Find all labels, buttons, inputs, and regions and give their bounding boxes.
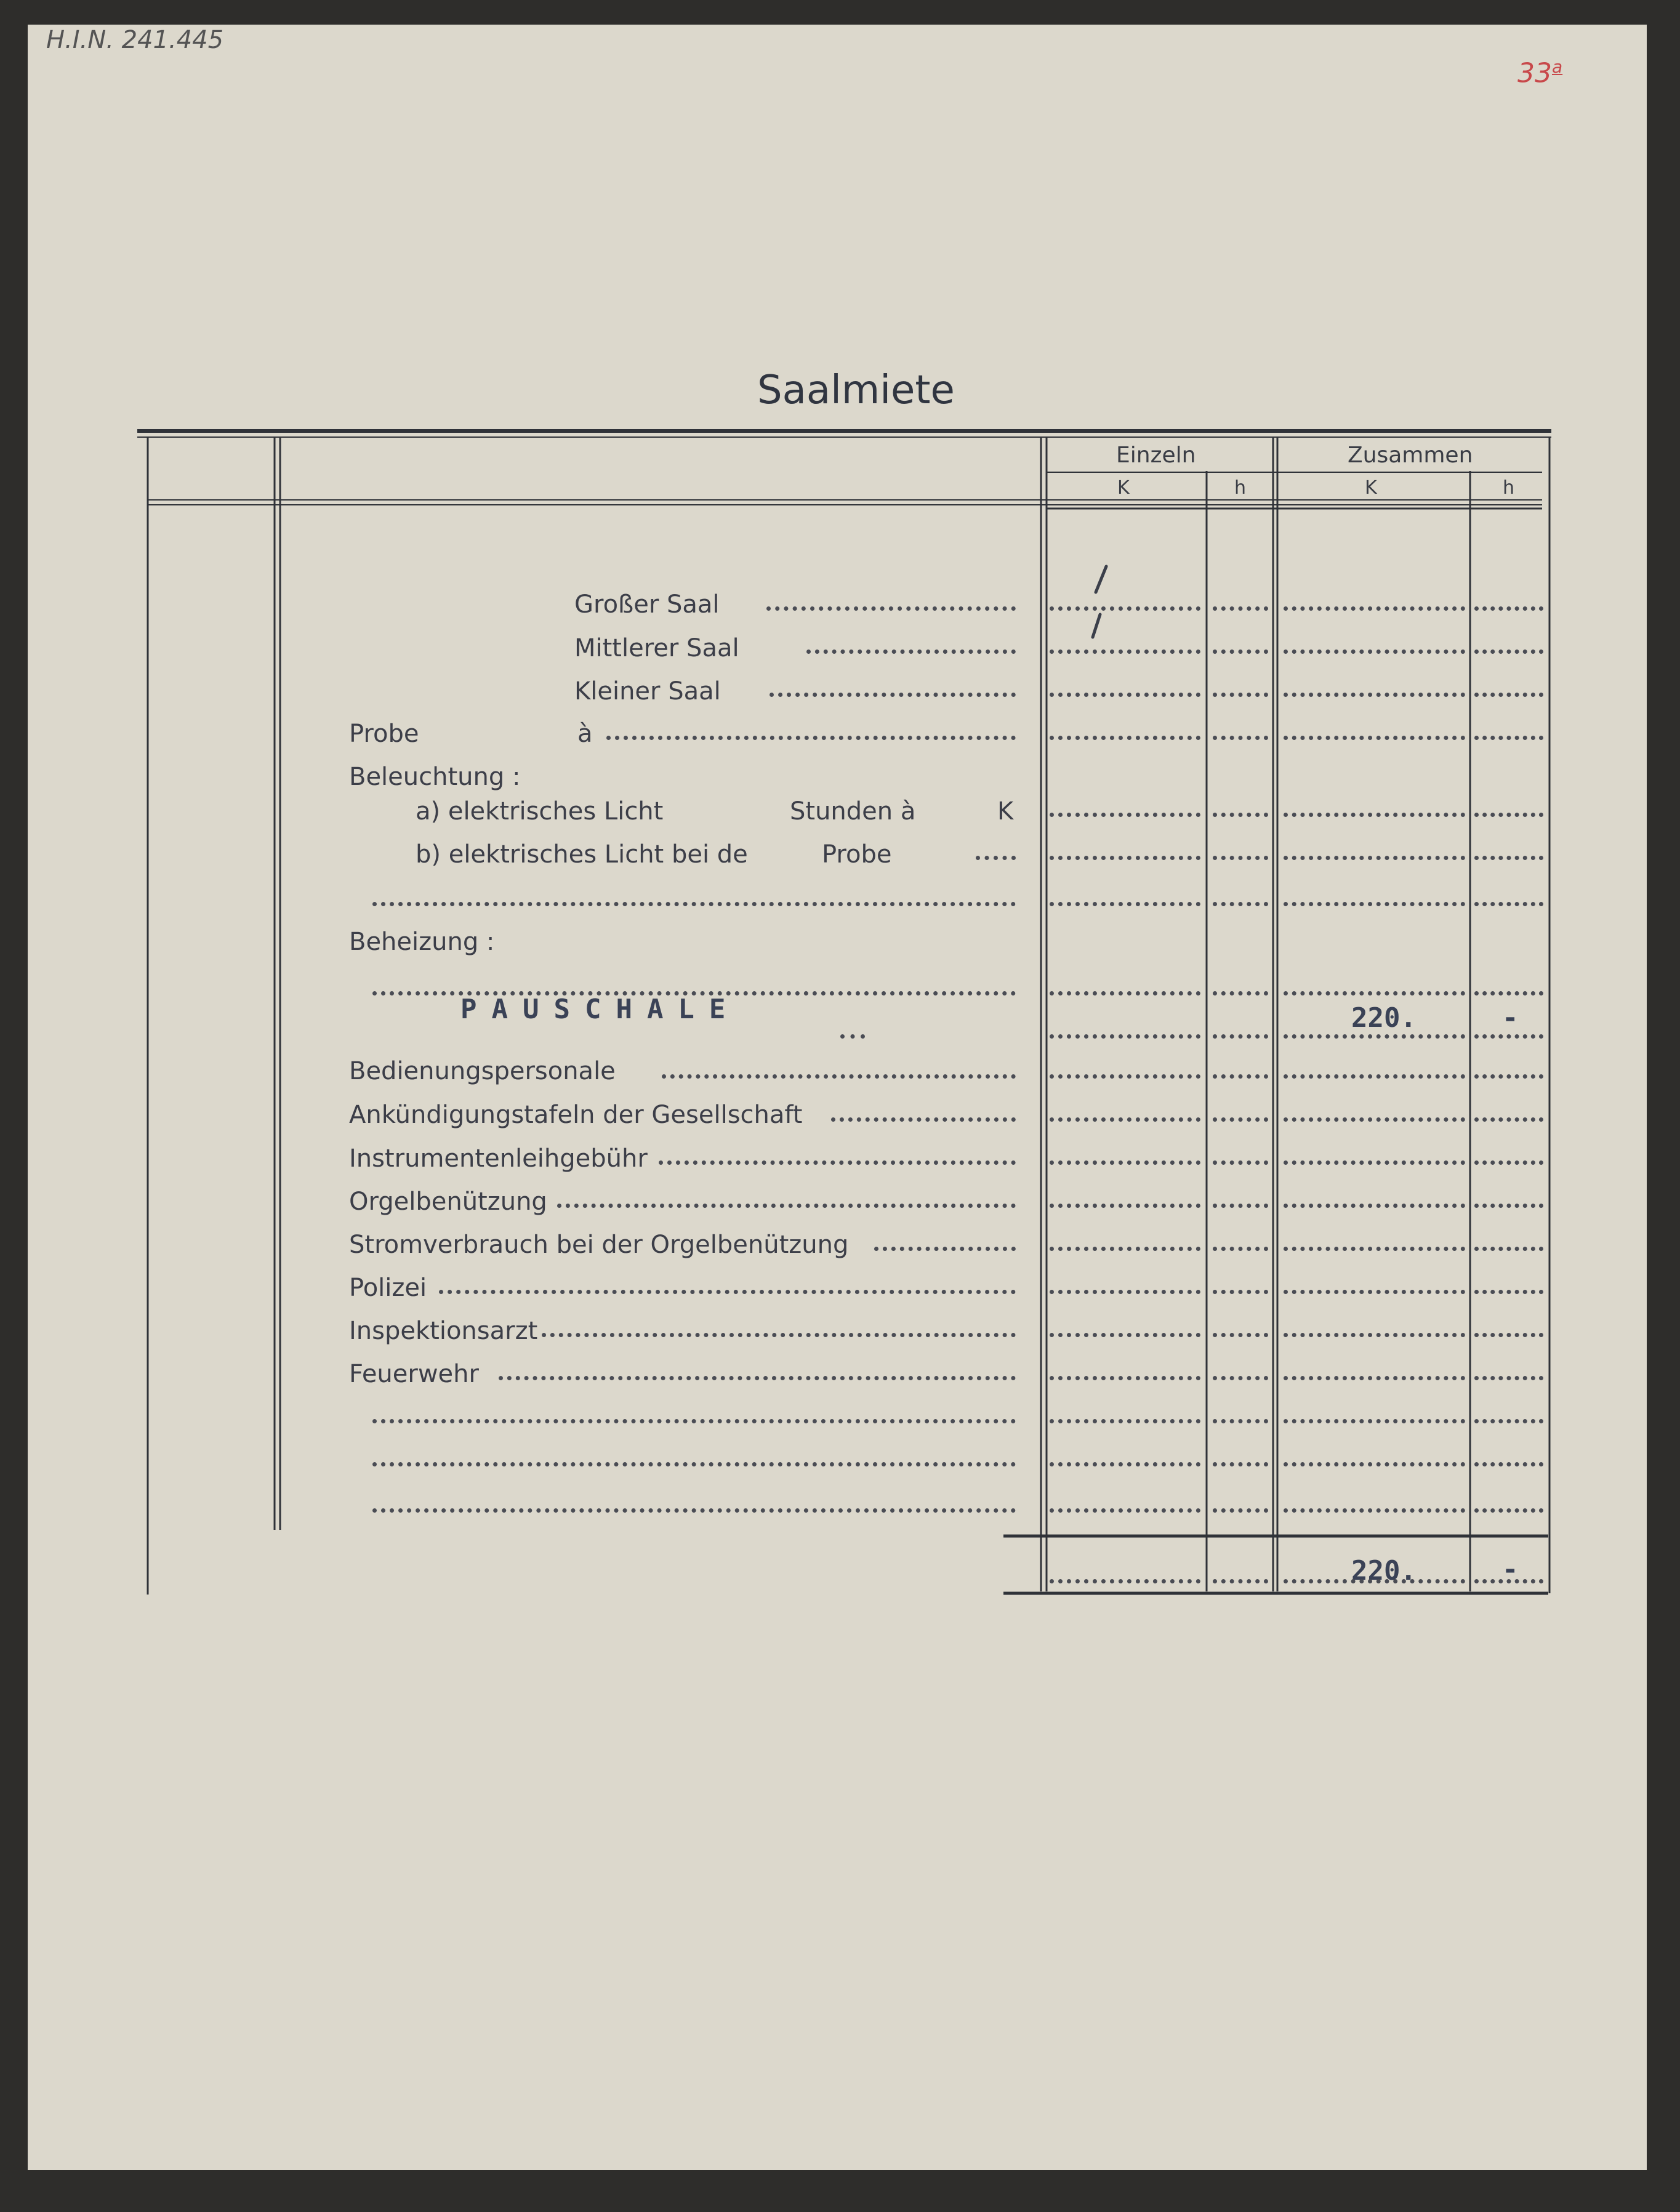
amount-cell-dots: [1284, 806, 1465, 817]
amount-cell-dots: [1474, 896, 1543, 906]
leader-dots: [874, 1241, 1016, 1251]
amount-cell-dots: [1284, 1284, 1465, 1294]
leader-dots: [557, 1197, 1016, 1208]
amount-cell-dots: [1213, 730, 1268, 740]
row-label-licht-a: a) elektrisches Licht: [416, 797, 664, 826]
column-header-einzeln-h: h: [1234, 477, 1247, 499]
amount-cell-dots: [1474, 1370, 1543, 1380]
amount-cell-dots: [1213, 1241, 1268, 1251]
row-label-orgelbenuetzung: Orgelbenützung: [349, 1188, 547, 1216]
amount-cell-dots: [1474, 1413, 1543, 1423]
amount-cell-dots: [1213, 1284, 1268, 1294]
document-sheet: [28, 25, 1647, 2170]
column-header-zusammen: Zusammen: [1348, 443, 1473, 468]
amount-cell-dots: [1474, 686, 1543, 697]
total-value-h: -: [1502, 1554, 1519, 1585]
leader-dots: [770, 686, 1016, 697]
leader-dots: [439, 1284, 1016, 1294]
row-label-probe: Probe: [349, 720, 419, 748]
row-label-feuerwehr: Feuerwehr: [349, 1360, 479, 1388]
row-label-beheizung: Beheizung :: [349, 928, 495, 956]
amount-cell-dots: [1284, 985, 1465, 995]
amount-cell-dots: [1213, 600, 1268, 611]
leader-dots: [840, 1028, 865, 1039]
amount-cell-dots: [1213, 1327, 1268, 1337]
amount-cell-dots: [1213, 1502, 1268, 1513]
amount-cell-dots: [1474, 1573, 1543, 1583]
leader-dots: [372, 1456, 1016, 1466]
amount-cell-dots: [1284, 1370, 1465, 1380]
leader-dots: [372, 896, 1016, 906]
amount-cell-dots: [1474, 730, 1543, 740]
amount-cell-dots: [1213, 806, 1268, 817]
archive-reference: H.I.N. 241.445: [46, 26, 224, 54]
amount-cell-dots: [1284, 730, 1465, 740]
page-number-main: 33: [1517, 57, 1552, 89]
amount-cell-dots: [1474, 1456, 1543, 1466]
leader-dots: [976, 850, 1016, 860]
pauschale-value-h: -: [1502, 1002, 1519, 1034]
row-label-licht-b-probe: Probe: [822, 840, 892, 869]
leader-dots: [372, 985, 1016, 995]
amount-cell-dots: [1050, 1284, 1200, 1294]
amount-cell-dots: [1284, 1068, 1465, 1079]
amount-cell-dots: [1050, 806, 1200, 817]
row-label-ankuendigungstafeln: Ankündigungstafeln der Gesellschaft: [349, 1101, 803, 1129]
row-label-inspektionsarzt: Inspektionsarzt: [349, 1317, 538, 1345]
page-number: [1517, 58, 1562, 87]
amount-cell-dots: [1284, 600, 1465, 611]
pauschale-label: PAUSCHALE: [460, 994, 741, 1025]
amount-cell-dots: [1213, 1068, 1268, 1079]
amount-cell-dots: [1213, 985, 1268, 995]
pauschale-value-k: 220.: [1351, 1002, 1417, 1034]
leader-dots: [662, 1068, 1016, 1079]
leader-dots: [542, 1327, 1016, 1337]
amount-cell-dots: [1050, 850, 1200, 860]
amount-cell-dots: [1474, 1068, 1543, 1079]
amount-cell-dots: [1474, 1502, 1543, 1513]
amount-cell-dots: [1474, 1284, 1543, 1294]
amount-cell-dots: [1050, 730, 1200, 740]
amount-cell-dots: [1213, 686, 1268, 697]
leader-dots: [806, 643, 1016, 654]
leader-dots: [831, 1111, 1016, 1122]
leader-dots: [499, 1370, 1016, 1380]
column-header-zusammen-h: h: [1503, 477, 1515, 499]
row-label-instrumentenleihgebuehr: Instrumentenleihgebühr: [349, 1144, 648, 1173]
amount-cell-dots: [1474, 1197, 1543, 1208]
amount-cell-dots: [1284, 1573, 1465, 1583]
amount-cell-dots: [1213, 1028, 1268, 1039]
amount-cell-dots: [1050, 1573, 1200, 1583]
row-label-polizei: Polizei: [349, 1274, 427, 1302]
amount-cell-dots: [1474, 600, 1543, 611]
amount-cell-dots: [1474, 1028, 1543, 1039]
amount-cell-dots: [1213, 850, 1268, 860]
leader-dots: [372, 1502, 1016, 1513]
amount-cell-dots: [1050, 1502, 1200, 1513]
amount-cell-dots: [1474, 850, 1543, 860]
row-label-grosser-saal: Großer Saal: [574, 590, 720, 619]
row-label-stromverbrauch: Stromverbrauch bei der Orgelbenützung: [349, 1231, 849, 1259]
row-label-licht-a-unit: K: [997, 797, 1014, 826]
amount-cell-dots: [1474, 1111, 1543, 1122]
leader-dots: [372, 1413, 1016, 1423]
amount-cell-dots: [1284, 1502, 1465, 1513]
leader-dots: [659, 1154, 1016, 1165]
amount-cell-dots: [1050, 1154, 1200, 1165]
amount-cell-dots: [1474, 1154, 1543, 1165]
column-header-einzeln: Einzeln: [1116, 443, 1196, 468]
amount-cell-dots: [1050, 1456, 1200, 1466]
amount-cell-dots: [1284, 1241, 1465, 1251]
amount-cell-dots: [1050, 1028, 1200, 1039]
amount-cell-dots: [1474, 1327, 1543, 1337]
amount-cell-dots: [1474, 1241, 1543, 1251]
amount-cell-dots: [1050, 1327, 1200, 1337]
amount-cell-dots: [1284, 896, 1465, 906]
amount-cell-dots: [1050, 600, 1200, 611]
amount-cell-dots: [1474, 985, 1543, 995]
amount-cell-dots: [1284, 643, 1465, 654]
amount-cell-dots: [1284, 850, 1465, 860]
amount-cell-dots: [1050, 643, 1200, 654]
amount-cell-dots: [1213, 1154, 1268, 1165]
amount-cell-dots: [1284, 1111, 1465, 1122]
column-header-einzeln-k: K: [1117, 477, 1130, 499]
amount-cell-dots: [1284, 1413, 1465, 1423]
amount-cell-dots: [1050, 686, 1200, 697]
amount-cell-dots: [1284, 1028, 1465, 1039]
amount-cell-dots: [1213, 1370, 1268, 1380]
page-number-suffix: a: [1552, 57, 1563, 77]
amount-cell-dots: [1213, 1573, 1268, 1583]
row-label-stunden-a: Stunden à: [790, 797, 916, 826]
row-label-kleiner-saal: Kleiner Saal: [574, 677, 721, 706]
row-label-beleuchtung: Beleuchtung :: [349, 763, 521, 791]
amount-cell-dots: [1474, 806, 1543, 817]
amount-cell-dots: [1213, 896, 1268, 906]
leader-dots: [766, 600, 1016, 611]
row-label-licht-b: b) elektrisches Licht bei de: [416, 840, 748, 869]
leader-dots: [606, 730, 1016, 740]
amount-cell-dots: [1213, 643, 1268, 654]
table-rules: [28, 25, 1647, 2170]
amount-cell-dots: [1050, 1068, 1200, 1079]
amount-cell-dots: [1050, 896, 1200, 906]
amount-cell-dots: [1050, 1241, 1200, 1251]
amount-cell-dots: [1213, 1197, 1268, 1208]
column-header-zusammen-k: K: [1365, 477, 1377, 499]
amount-cell-dots: [1050, 1413, 1200, 1423]
amount-cell-dots: [1050, 985, 1200, 995]
row-label-probe-a: à: [577, 720, 593, 748]
row-label-bedienungspersonale: Bedienungspersonale: [349, 1057, 616, 1085]
page-title: Saalmiete: [757, 368, 955, 413]
amount-cell-dots: [1050, 1197, 1200, 1208]
amount-cell-dots: [1213, 1456, 1268, 1466]
total-value-k: 220.: [1351, 1555, 1417, 1587]
amount-cell-dots: [1284, 1197, 1465, 1208]
amount-cell-dots: [1213, 1413, 1268, 1423]
row-label-mittlerer-saal: Mittlerer Saal: [574, 634, 739, 662]
amount-cell-dots: [1050, 1111, 1200, 1122]
amount-cell-dots: [1284, 1456, 1465, 1466]
amount-cell-dots: [1213, 1111, 1268, 1122]
amount-cell-dots: [1474, 643, 1543, 654]
amount-cell-dots: [1284, 1154, 1465, 1165]
amount-cell-dots: [1284, 686, 1465, 697]
amount-cell-dots: [1284, 1327, 1465, 1337]
amount-cell-dots: [1050, 1370, 1200, 1380]
